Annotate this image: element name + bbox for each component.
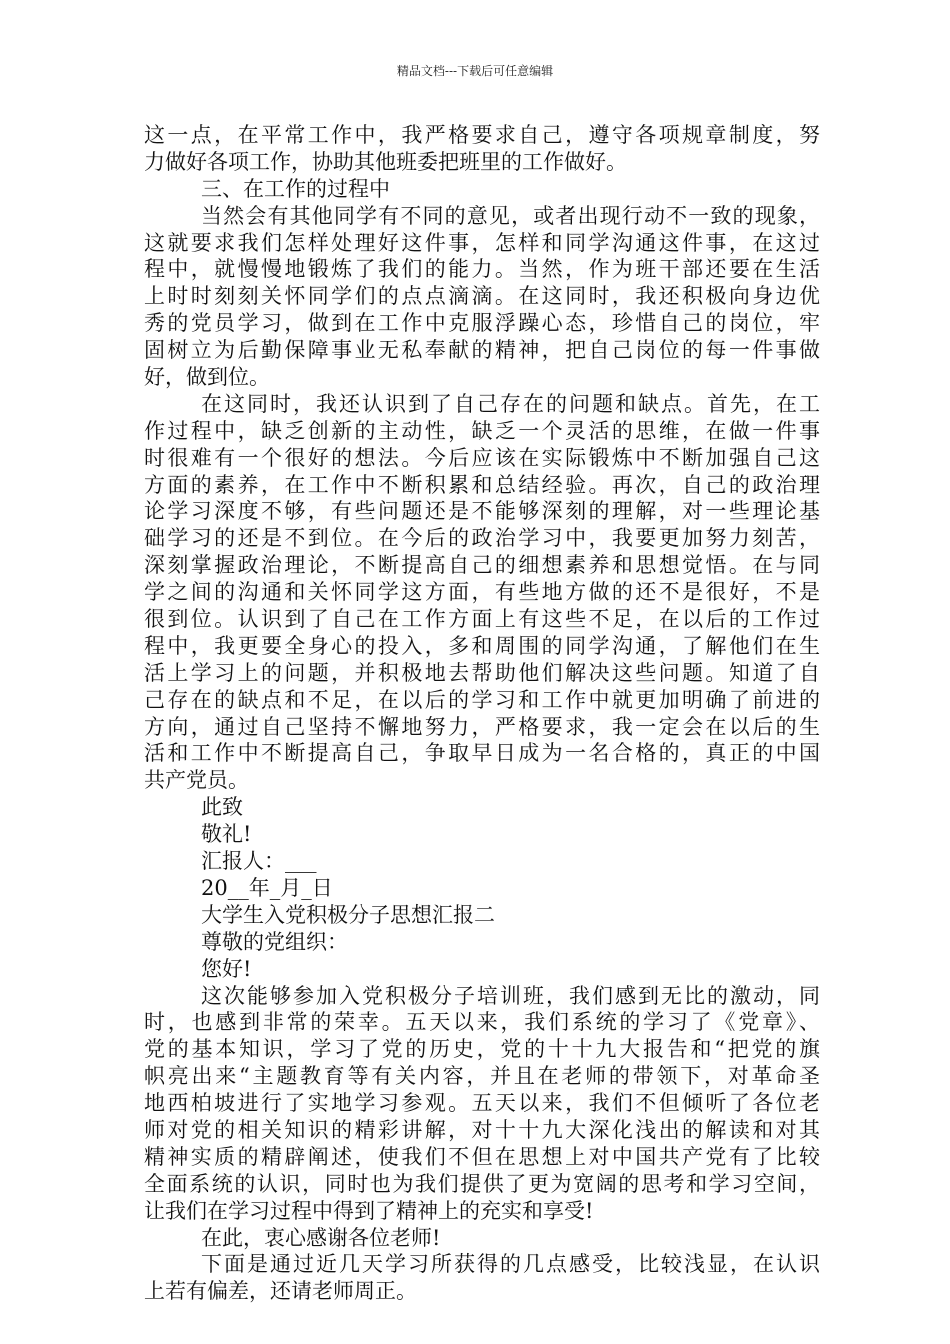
text-line: 学之间的沟通和关怀同学这方面，有些地方做的还不是很好，不是 [144, 580, 820, 605]
text-line: 固树立为后勤保障事业无私奉献的精神，把自己岗位的每一件事做 [144, 338, 820, 363]
text-line: 党的基本知识，学习了党的历史，党的十十九大报告和“把党的旗 [144, 1037, 820, 1062]
text-line: 当然会有其他同学有不同的意见，或者出现行动不一致的现象， [201, 203, 820, 228]
text-line: 这就要求我们怎样处理好这件事，怎样和同学沟通这件事，在这过 [144, 230, 820, 255]
text-line: 三、在工作的过程中 [201, 176, 390, 201]
text-line: 力做好各项工作，协助其他班委把班里的工作做好。 [144, 149, 627, 174]
text-line: 上时时刻刻关怀同学们的点点滴滴。在这同时，我还积极向身边优 [144, 284, 820, 309]
text-line: 此致 [201, 795, 243, 820]
text-line: 秀的党员学习，做到在工作中克服浮躁心态，珍惜自己的岗位，牢 [144, 311, 820, 336]
text-line: 尊敬的党组织： [201, 929, 348, 954]
text-line: 下面是通过近几天学习所获得的几点感受，比较浅显，在认识 [201, 1252, 820, 1277]
text-line: 大学生入党积极分子思想汇报二 [201, 902, 495, 927]
text-line: 活和工作中不断提高自己，争取早日成为一名合格的，真正的中国 [144, 741, 820, 766]
page-header: 精品文档---下载后可任意编辑 [396, 64, 554, 78]
text-line: 这一点，在平常工作中，我严格要求自己，遵守各项规章制度，努 [144, 123, 820, 147]
text-line: 程中，就慢慢地锻炼了我们的能力。当然，作为班干部还要在生活 [144, 257, 820, 282]
text-line: 论学习深度不够，有些问题还是不能够深刻的理解，对一些理论基 [144, 499, 820, 524]
text-line: 活上学习上的问题，并积极地去帮助他们解决这些问题。知道了自 [144, 660, 820, 685]
text-line: 在此，衷心感谢各位老师! [201, 1225, 441, 1250]
document-body [144, 122, 820, 1305]
text-line: 帜亮出来“主题教育等有关内容，并且在老师的带领下，对革命圣 [144, 1064, 820, 1089]
text-line: 础学习的还是不到位。在今后的政治学习中，我要更加努力刻苦， [144, 526, 820, 551]
text-line: 精神实质的精辟阐述，使我们不但在思想上对中国共产党有了比较 [144, 1144, 820, 1169]
text-line: 汇报人：___ [201, 849, 317, 874]
text-line: 这次能够参加入党积极分子培训班，我们感到无比的激动，同 [201, 983, 820, 1008]
text-line: 很到位。认识到了自己在工作方面上有这些不足，在以后的工作过 [144, 607, 820, 632]
text-line: 程中，我更要全身心的投入，多和周围的同学沟通，了解他们在生 [144, 633, 820, 658]
text-line: 敬礼! [201, 822, 252, 847]
text-line: 地西柏坡进行了实地学习参观。五天以来，我们不但倾听了各位老 [144, 1091, 820, 1116]
text-line: 时很难有一个很好的想法。今后应该在实际锻炼中不断加强自己这 [144, 445, 820, 470]
text-line: 己存在的缺点和不足，在以后的学习和工作中就更加明确了前进的 [144, 687, 820, 712]
text-line: 时，也感到非常的荣幸。五天以来，我们系统的学习了《党章》、 [144, 1010, 820, 1035]
text-line: 方面的素养，在工作中不断积累和总结经验。再次，自己的政治理 [144, 472, 820, 497]
text-line: 师对党的相关知识的精彩讲解，对十十九大深化浅出的解读和对其 [144, 1117, 820, 1142]
text-line: 作过程中，缺乏创新的主动性，缺乏一个灵活的思维，在做一件事 [144, 418, 820, 443]
text-line: 让我们在学习过程中得到了精神上的充实和享受! [144, 1198, 594, 1223]
text-line: 上若有偏差，还请老师周正。 [144, 1279, 417, 1304]
text-line: 深刻掌握政治理论，不断提高自己的细想素养和思想觉悟。在与同 [144, 553, 820, 578]
text-line: 方向，通过自己坚持不懈地努力，严格要求，我一定会在以后的生 [144, 714, 820, 739]
text-line: 全面系统的认识，同时也为我们提供了更为宽阔的思考和学习空间， [144, 1171, 820, 1196]
text-line: 好，做到位。 [144, 365, 270, 390]
text-line: 20__年_月_日 [201, 875, 333, 900]
text-line: 在这同时，我还认识到了自己存在的问题和缺点。首先，在工 [201, 391, 820, 416]
text-line: 共产党员。 [144, 768, 249, 793]
text-line: 您好! [201, 956, 252, 981]
